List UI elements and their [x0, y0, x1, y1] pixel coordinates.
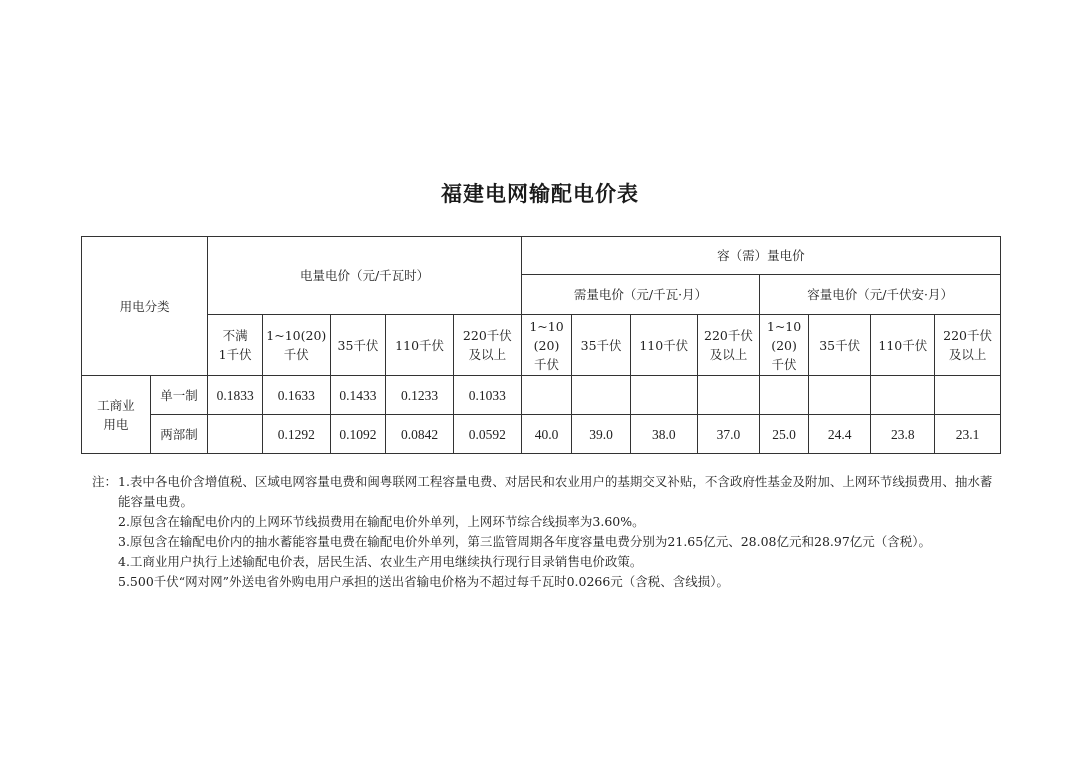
demand-level-header: 110千伏 [630, 315, 697, 376]
capacity-price-cell [871, 376, 935, 415]
demand-price-cell [572, 376, 631, 415]
note-item: 2.原包含在输配电价内的上网环节线损费用在输配电价外单列，上网环节综合线损率为3.60%。 [118, 514, 645, 529]
page-title: 福建电网输配电价表 [441, 181, 639, 206]
demand-level-header: 35千伏 [572, 315, 631, 376]
energy-price-cell: 0.1292 [262, 415, 330, 454]
energy-price-cell: 0.1833 [208, 376, 263, 415]
energy-price-cell: 0.0592 [453, 415, 521, 454]
capacity-level-header: 1~10 (20) 千伏 [760, 315, 809, 376]
energy-level-header: 不满 1千伏 [208, 315, 263, 376]
demand-price-cell [697, 376, 760, 415]
energy-price-cell: 0.1092 [330, 415, 386, 454]
capacity-price-cell: 23.1 [935, 415, 1001, 454]
header-capacity-price: 容量电价（元/千伏安·月） [760, 275, 1001, 315]
header-capacity-group: 容（需）量电价 [521, 237, 1000, 275]
energy-price-cell: 0.1033 [453, 376, 521, 415]
row-label-single: 单一制 [150, 376, 208, 415]
demand-level-header: 1~10 (20) 千伏 [521, 315, 572, 376]
demand-price-cell [521, 376, 572, 415]
energy-price-cell [208, 415, 263, 454]
capacity-price-cell: 24.4 [808, 415, 871, 454]
header-demand-price: 需量电价（元/千瓦·月） [521, 275, 760, 315]
capacity-price-cell [760, 376, 809, 415]
note-text: 1.表中各电价含增值税、区域电网容量电费和闽粤联网工程容量电费、对居民和农业用户的基期交叉补贴，不含政府性基金及附加、上网环节线损费用、抽水蓄能容量电费。 [118, 474, 993, 509]
notes-prefix: 注： [92, 474, 118, 489]
demand-price-cell: 40.0 [521, 415, 572, 454]
energy-level-header: 220千伏 及以上 [453, 315, 521, 376]
note-item: 4.工商业用户执行上述输配电价表，居民生活、农业生产用电继续执行现行目录销售电价政策。 [118, 554, 643, 569]
energy-level-header: 35千伏 [330, 315, 386, 376]
header-category: 用电分类 [82, 237, 208, 376]
capacity-level-header: 110千伏 [871, 315, 935, 376]
row-group-label: 工商业 用电 [82, 376, 151, 454]
capacity-price-cell: 23.8 [871, 415, 935, 454]
note-item: 3.原包含在输配电价内的抽水蓄能容量电费在输配电价外单列，第三监管周期各年度容量电费分别为21.65亿元、28.08亿元和28.97亿元（含税）。 [118, 534, 932, 549]
demand-price-cell [630, 376, 697, 415]
header-energy-price: 电量电价（元/千瓦时） [208, 237, 521, 315]
energy-price-cell: 0.0842 [386, 415, 454, 454]
capacity-price-cell [935, 376, 1001, 415]
note-item: 5.500千伏“网对网”外送电省外购电用户承担的送出省输电价格为不超过每千瓦时0.0266元（含税、含线损）。 [118, 574, 730, 589]
energy-level-header: 110千伏 [386, 315, 454, 376]
row-label-two-part: 两部制 [150, 415, 208, 454]
price-table [81, 236, 1001, 454]
demand-price-cell: 39.0 [572, 415, 631, 454]
capacity-price-cell: 25.0 [760, 415, 809, 454]
capacity-price-cell [808, 376, 871, 415]
note-item [92, 472, 997, 512]
energy-price-cell: 0.1433 [330, 376, 386, 415]
demand-price-cell: 38.0 [630, 415, 697, 454]
energy-level-header: 1~10(20) 千伏 [262, 315, 330, 376]
demand-level-header: 220千伏 及以上 [697, 315, 760, 376]
capacity-level-header: 220千伏 及以上 [935, 315, 1001, 376]
demand-price-cell: 37.0 [697, 415, 760, 454]
energy-price-cell: 0.1633 [262, 376, 330, 415]
capacity-level-header: 35千伏 [808, 315, 871, 376]
energy-price-cell: 0.1233 [386, 376, 454, 415]
notes [92, 472, 997, 592]
